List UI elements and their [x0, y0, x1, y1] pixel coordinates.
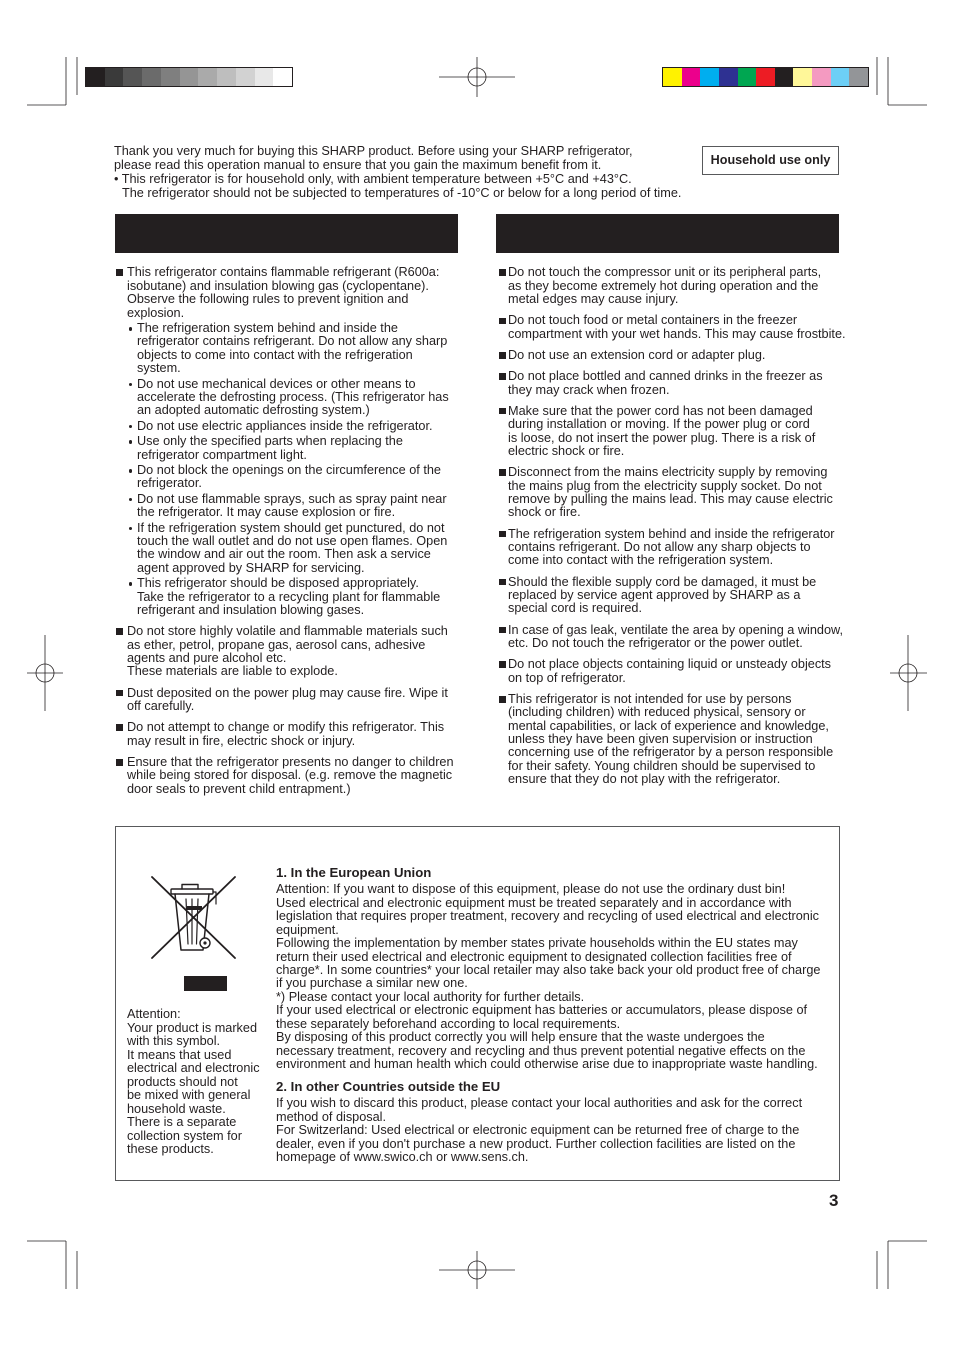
square-bullet-icon — [499, 269, 506, 276]
safety-subitem-line: agent approved by SHARP for servicing. — [137, 560, 365, 575]
safety-item-line: special cord is required. — [508, 601, 642, 616]
safety-subitem-line: refrigerator. — [137, 476, 202, 491]
safety-subitem-line: refrigerant and insulation blowing gases. — [137, 603, 365, 618]
safety-item — [496, 466, 839, 520]
safety-item-line: compartment with your wet hands. This may cause frostbite. — [508, 326, 846, 341]
disposal-section-line: For Switzerland: Used electrical or electronic equipment can be returned free of charge to the — [276, 1123, 800, 1138]
intro-line: Thank you very much for buying this SHARP product. Before using your SHARP refrigerator, — [114, 144, 633, 159]
safety-item-line: Do not store highly volatile and flammable materials such — [127, 624, 448, 639]
safety-subitem — [127, 378, 458, 418]
safety-item-line: agents and pure alcohol etc. — [127, 651, 287, 666]
right-section-header-bar — [496, 214, 839, 253]
color-swatch — [849, 68, 868, 86]
color-swatch — [756, 68, 775, 86]
color-swatch — [812, 68, 831, 86]
disposal-section-line: homepage of www.swico.ch or www.sens.ch. — [276, 1150, 529, 1165]
safety-item-line: Do not attempt to change or modify this refrigerator. This — [127, 720, 445, 735]
safety-item — [496, 266, 839, 306]
safety-item-line: Make sure that the power cord has not been damaged — [508, 403, 813, 418]
safety-item-line: This refrigerator is not intended for use by persons — [508, 691, 792, 706]
grayscale-calibration-bar — [85, 67, 293, 87]
safety-item — [496, 576, 839, 616]
color-swatch — [663, 68, 682, 86]
color-swatch — [831, 68, 850, 86]
disposal-section-line: return their used electrical and electronic equipment to designated collection facilities free of — [276, 949, 792, 964]
color-swatch — [719, 68, 738, 86]
attention-line: with this symbol. — [127, 1034, 221, 1049]
safety-item-line: is loose, do not insert the power plug. There is a risk of — [508, 430, 816, 445]
square-bullet-icon — [499, 318, 506, 325]
safety-subitem — [127, 577, 458, 617]
color-swatch — [775, 68, 794, 86]
disposal-section-heading: 1. In the European Union — [276, 865, 432, 881]
safety-subitem-line: an adopted automatic defrosting system.) — [137, 403, 370, 418]
crop-mark-top-right — [877, 57, 927, 105]
dot-bullet-icon — [129, 527, 133, 531]
intro-line: please read this operation manual to ensure that you gain the maximum benefit from it. — [114, 157, 602, 172]
gray-swatch — [123, 68, 142, 86]
safety-subitem-line: refrigerator contains refrigerant. Do not allow any sharp — [137, 334, 448, 349]
safety-item-line: on top of refrigerator. — [508, 670, 626, 685]
safety-subitem-line: system. — [137, 361, 181, 376]
crossed-out-wheelie-bin-icon — [145, 870, 245, 995]
attention-line: collection system for — [127, 1128, 242, 1143]
safety-item-line: Ensure that the refrigerator presents no danger to children — [127, 754, 454, 769]
safety-item — [115, 687, 458, 714]
safety-item-line: contains refrigerant. Do not allow any sharp objects to — [508, 539, 811, 554]
safety-item-line: explosion. — [127, 305, 185, 320]
registration-target-left — [27, 635, 63, 711]
safety-item — [496, 313, 846, 341]
attention-line: It means that used — [127, 1047, 232, 1062]
safety-item-line: These materials are liable to explode. — [127, 664, 338, 679]
safety-subitem-line: the window and air out the room. Then ask a service — [137, 547, 431, 562]
intro-text — [114, 145, 681, 200]
safety-item-line: replaced by service agent approved by SHARP as a — [508, 588, 801, 602]
safety-item-line: off carefully. — [127, 699, 195, 714]
safety-subitem-line: Use only the specified parts when replacing the — [137, 434, 403, 449]
gray-swatch — [198, 68, 217, 86]
safety-item — [115, 756, 458, 796]
disposal-section-line: method of disposal. — [276, 1109, 387, 1124]
safety-subitem-line: This refrigerator should be disposed appropriately. — [137, 576, 419, 591]
attention-line: household waste. — [127, 1101, 226, 1116]
dot-bullet-icon — [129, 440, 133, 444]
household-use-badge: Household use only — [702, 146, 839, 175]
left-safety-list — [115, 266, 458, 804]
attention-line: these products. — [127, 1142, 214, 1157]
safety-item-line: This refrigerator contains flammable refrigerant (R600a: — [127, 265, 440, 280]
safety-item-line: mental capabilities, or lack of experience and knowledge, — [508, 718, 829, 733]
intro-note-line: The refrigerator should not be subjected to temperatures of -10°C or below for a long period of time. — [122, 185, 682, 200]
safety-subitem — [127, 493, 458, 520]
safety-item-line: during installation or moving. If the power plug or cord — [508, 417, 810, 432]
safety-subitem-line: Take the refrigerator to a recycling plant for flammable — [137, 589, 441, 604]
dot-bullet-icon — [129, 425, 133, 429]
safety-item-line: etc. Do not touch the refrigerator or the power outlet. — [508, 636, 803, 651]
square-bullet-icon — [499, 661, 506, 668]
disposal-section-line: legislation that requires proper treatment, recovery and recycling of used electrical and electronic — [276, 909, 820, 924]
disposal-section-line: these separately beforehand according to local requirements. — [276, 1016, 621, 1031]
crop-mark-bottom-right — [877, 1241, 927, 1289]
square-bullet-icon — [116, 269, 123, 276]
square-bullet-icon — [499, 627, 506, 634]
disposal-section-line: if you purchase a similar new one. — [276, 976, 468, 991]
disposal-section-line: Following the implementation by member states private households within the EU states may — [276, 936, 798, 951]
safety-subitem-line: the refrigerator. It may cause explosion or fire. — [137, 505, 396, 520]
dot-bullet-icon — [129, 582, 133, 586]
disposal-section-line: necessary treatment, recovery and recycling and thus prevent potential negative effects on the — [276, 1043, 806, 1058]
dot-bullet-icon — [129, 383, 133, 387]
disposal-section-heading: 2. In other Countries outside the EU — [276, 1079, 501, 1095]
square-bullet-icon — [116, 628, 123, 635]
safety-subitem-line: Do not use flammable sprays, such as spray paint near — [137, 491, 447, 506]
page-number: 3 — [829, 1191, 839, 1210]
disposal-section — [276, 1080, 820, 1164]
gray-swatch — [273, 68, 292, 86]
safety-item-line: ensure that they do not play with the refrigerator. — [508, 772, 781, 787]
crop-mark-top-left — [27, 57, 77, 105]
gray-swatch — [105, 68, 124, 86]
disposal-section-line: environment and human health which could otherwise arise due to inappropriate waste handling. — [276, 1057, 818, 1072]
safety-item-line: the mains plug from the electricity supply socket. Do not — [508, 478, 822, 493]
disposal-section-line: If your used electrical or electronic equipment has batteries or accumulators, please dispose of — [276, 1003, 808, 1018]
attention-line: There is a separate — [127, 1115, 237, 1130]
attention-line: be mixed with general — [127, 1088, 251, 1103]
safety-subitem-line: accelerate the defrosting process. (This refrigerator has — [137, 389, 449, 404]
right-safety-list — [496, 265, 846, 794]
safety-item — [496, 528, 839, 568]
safety-item-line: Do not place bottled and canned drinks in the freezer as — [508, 369, 823, 384]
left-section-header-bar — [115, 214, 458, 253]
disposal-attention-note — [127, 1008, 260, 1157]
safety-item-line: Dust deposited on the power plug may cause fire. Wipe it — [127, 685, 448, 700]
square-bullet-icon — [499, 531, 506, 538]
safety-item-line: Do not use an extension cord or adapter plug. — [508, 347, 766, 362]
disposal-section-line: dealer, even if you don't purchase a new product. Further collection facilities are listed on the — [276, 1136, 796, 1151]
safety-subitem-line: Do not use mechanical devices or other means to — [137, 376, 416, 391]
safety-subitem-line: Do not block the openings on the circumference of the — [137, 462, 441, 477]
color-swatch — [738, 68, 757, 86]
safety-item-line: concerning use of the refrigerator by a person responsible — [508, 745, 834, 760]
disposal-section-line: By disposing of this product correctly you will help ensure that the waste undergoes the — [276, 1030, 765, 1045]
safety-item-line: door seals to prevent child entrapment.) — [127, 781, 351, 796]
attention-line: Your product is marked — [127, 1020, 257, 1035]
registration-target-right — [890, 635, 927, 711]
square-bullet-icon — [499, 373, 506, 380]
safety-item-line: remove by pulling the mains lead. This may cause electric — [508, 491, 833, 506]
safety-item — [115, 721, 458, 748]
safety-subitem — [127, 522, 458, 576]
gray-swatch — [180, 68, 199, 86]
safety-item-line: Do not touch food or metal containers in the freezer — [508, 313, 798, 328]
dot-bullet-icon — [129, 469, 133, 473]
safety-item-line: Disconnect from the mains electricity supply by removing — [508, 465, 828, 480]
disposal-section-line: Used electrical and electronic equipment must be treated separately and in accordance with — [276, 895, 792, 910]
safety-item — [496, 370, 839, 397]
safety-item-line: shock or fire. — [508, 505, 581, 520]
safety-item-line: as ether, petrol, propane gas, aerosol cans, adhesive — [127, 637, 426, 652]
safety-item — [115, 625, 458, 679]
gray-swatch — [255, 68, 274, 86]
safety-item — [115, 266, 458, 617]
dot-bullet-icon — [129, 498, 133, 502]
attention-line: products should not — [127, 1074, 238, 1089]
gray-swatch — [161, 68, 180, 86]
safety-item-line: may result in fire, electric shock or injury. — [127, 733, 356, 748]
registration-target-top — [439, 57, 515, 97]
gray-swatch — [217, 68, 236, 86]
square-bullet-icon — [116, 759, 123, 766]
attention-line: Attention: — [127, 1007, 181, 1022]
gray-swatch — [86, 68, 105, 86]
gray-swatch — [236, 68, 255, 86]
safety-item — [496, 405, 839, 459]
safety-item-line: while being stored for disposal. (e.g. remove the magnetic — [127, 768, 453, 783]
square-bullet-icon — [499, 352, 506, 359]
dot-bullet-icon — [129, 327, 133, 331]
disposal-instructions — [276, 866, 820, 1164]
square-bullet-icon — [499, 469, 506, 476]
safety-item-line: come into contact with the refrigeration system. — [508, 553, 774, 568]
square-bullet-icon — [116, 690, 123, 697]
disposal-section-line: *) Please contact your local authority for further details. — [276, 989, 585, 1004]
safety-item-line: as they become extremely hot during operation and the — [508, 278, 819, 293]
safety-item-line: unless they have been given supervision or instruction — [508, 732, 813, 747]
safety-subitem — [127, 464, 458, 491]
safety-item-line: The refrigeration system behind and inside the refrigerator — [508, 526, 835, 541]
crop-mark-bottom-left — [27, 1241, 77, 1289]
safety-item-line: Do not place objects containing liquid or unsteady objects — [508, 657, 832, 672]
square-bullet-icon — [499, 696, 506, 703]
safety-item-line: (including children) with reduced physical, sensory or — [508, 705, 806, 720]
safety-subitem-line: The refrigeration system behind and inside the — [137, 320, 398, 335]
safety-subitem — [127, 435, 458, 462]
square-bullet-icon — [499, 408, 506, 415]
safety-item — [496, 658, 839, 685]
intro-note-line: • This refrigerator is for household only, with ambient temperature between +5°C and +43°C. — [114, 172, 632, 187]
safety-item-line: for their safety. Young children should be supervised to — [508, 758, 816, 773]
safety-subitem-line: refrigerator compartment light. — [137, 447, 307, 462]
safety-item — [496, 349, 839, 362]
attention-line: electrical and electronic — [127, 1061, 260, 1076]
safety-item — [496, 693, 839, 787]
disposal-section-line: equipment. — [276, 922, 339, 937]
disposal-section-line: If you wish to discard this product, please contact your local authorities and ask for the correct — [276, 1096, 803, 1111]
safety-subitem-line: touch the wall outlet and do not use open flames. Open — [137, 534, 448, 549]
color-calibration-bar — [662, 67, 869, 87]
safety-subitem-line: objects to come into contact with the refrigeration — [137, 347, 413, 362]
safety-item-line: electric shock or fire. — [508, 443, 625, 458]
square-bullet-icon — [499, 579, 506, 586]
safety-item-line: In case of gas leak, ventilate the area by opening a window, — [508, 622, 844, 637]
square-bullet-icon — [116, 724, 123, 731]
safety-item-line: they may crack when frozen. — [508, 382, 670, 397]
safety-item — [496, 622, 844, 651]
color-swatch — [682, 68, 701, 86]
safety-subitem-line: Do not use electric appliances inside the refrigerator. — [137, 418, 433, 433]
disposal-section-line: charge*. In some countries* your local retailer may also take back your old product free of charge — [276, 963, 821, 978]
safety-item-line: metal edges may cause injury. — [508, 292, 679, 307]
color-swatch — [700, 68, 719, 86]
safety-item-line: isobutane) and insulation blowing gas (cyclopentane). — [127, 278, 429, 293]
disposal-section — [276, 866, 820, 1071]
safety-subitem — [127, 322, 458, 376]
safety-item-line: Should the flexible supply cord be damaged, it must be — [508, 574, 817, 589]
disposal-section-line: Attention: If you want to dispose of this equipment, please do not use the ordinary dust bin! — [276, 882, 786, 897]
safety-subitem — [127, 420, 458, 433]
color-swatch — [793, 68, 812, 86]
intro-note — [114, 173, 681, 200]
safety-subitem-line: If the refrigeration system should get punctured, do not — [137, 520, 445, 535]
safety-item-line: Do not touch the compressor unit or its peripheral parts, — [508, 265, 822, 280]
safety-item-line: Observe the following rules to prevent ignition and — [127, 292, 409, 307]
gray-swatch — [142, 68, 161, 86]
registration-target-bottom — [439, 1251, 515, 1289]
